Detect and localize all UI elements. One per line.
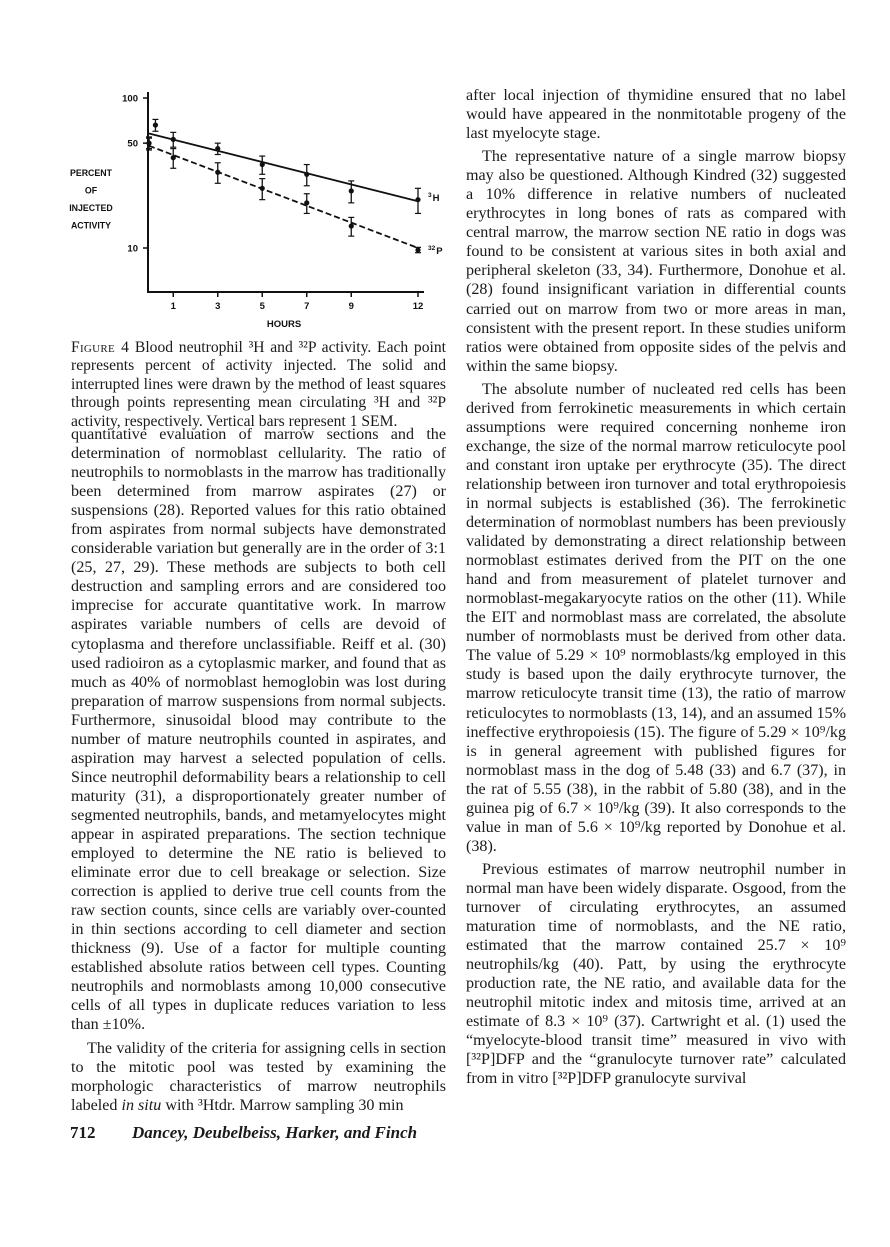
y-tick-label: 10: [127, 243, 138, 255]
data-point: [260, 186, 265, 191]
series-p32: [146, 138, 443, 257]
data-point: [146, 141, 151, 146]
x-ticks: [171, 292, 424, 312]
paragraph: The absolute number of nucleated red cells has been derived from ferrokinetic measurements in which certain assumptions were required concerning nonheme iron exchange, the size of the normal marrow reticulocyte pool and constant iron uptake per erythrocyte (35). The direct relationship between iron turnover and total erythropoiesis in normal subjects is established (36). The ferrokinetic determination of normoblast numbers has been previously validated by demonstrating a direct relationship between normoblast estimates derived from the PIT on the one hand and from measurement of platelet turnover and normoblast-megakaryocyte ratios on the other (11). While the EIT and normoblast mass are correlated, the absolute number of normoblasts must be derived from other data. The value of 5.29 × 10⁹ normoblasts/kg employed in this study is based upon the daily erythrocyte turnover, the marrow reticulocyte transit time (13), the ratio of marrow reticulocytes to normoblasts (13, 14), and an assumed 15% ineffective erythropoiesis (15). The figure of 5.29 × 10⁹/kg is in general agreement with published figures for normoblast mass in the dog of 5.48 (33) and 6.7 (37), in the rat of 5.55 (38), in the rabbit of 5.80 (38), and in the guinea pig of 6.7 × 10⁹/kg (39). It also corresponds to the value in man of 5.6 × 10⁹/kg reported by Donohue et al. (38).: [466, 380, 846, 855]
svg-text:OF: OF: [84, 185, 98, 196]
data-point: [215, 170, 220, 175]
x-tick-label: 1: [170, 301, 176, 312]
figure-label: Figure 4: [71, 339, 130, 356]
caption-text: Blood neutrophil ³H and ³²P activity. Each point represents percent of activity injected. The solid and interrupted lines were drawn by the method of least squares through points representing mean circulating ³H and ³²P activity, respectively. Vertical bars represent 1 SEM.: [71, 339, 446, 430]
paragraph: after local injection of thymidine ensured that no label would have appeared in the nonmitotable progeny of the last myelocyte stage.: [466, 87, 846, 143]
series-label: $^3$H: [428, 192, 440, 205]
data-point: [171, 137, 176, 142]
svg-text:PERCENT: PERCENT: [69, 168, 113, 178]
x-axis-label: HOURS: [266, 319, 302, 330]
chart-plot: [60, 80, 460, 340]
x-tick-label: 9: [348, 301, 354, 312]
italic-term: in situ: [121, 1096, 162, 1114]
data-point: [304, 172, 309, 177]
left-column: [71, 425, 446, 1115]
x-tick-label: 3: [215, 301, 221, 312]
fit-line: [149, 133, 418, 201]
paragraph: The representative nature of a single marrow biopsy may also be questioned. Although Kindred (32) suggested a 10% difference in relative numbers of nucleated erythrocytes in long bones of rats as compared with central marrow, the marrow section NE ratio in dogs was found to be consistent at various sites in both axial and peripheral skeleton (33, 34). Furthermore, Donohue et al. (28) found insignificant variation in differential counts carried out on marrow from two or more areas in man, consistent with the present report. In these studies uniform ratios were obtained from opposite sides of the pelvis and within the same biopsy.: [466, 148, 846, 375]
page-number: 712: [70, 1123, 96, 1142]
svg-text:ACTIVITY: ACTIVITY: [70, 220, 112, 231]
data-point: [260, 162, 265, 167]
y-axis-label: [69, 168, 113, 231]
data-point: [153, 122, 158, 127]
paragraph-text: with ³Htdr. Marrow sampling 30 min: [161, 1096, 404, 1114]
page-footer: [70, 1123, 417, 1143]
right-column: [466, 86, 846, 1088]
data-point: [304, 200, 309, 205]
paragraph: Previous estimates of marrow neutrophil number in normal man have been widely disparate. Osgood, from the turnover of circulating erythrocytes, an assumed maturation time of normoblasts, and the NE ratio, estimated that the marrow contained 25.7 × 10⁹ neutrophils/kg (40). Patt, by using the erythrocyte production rate, the NE ratio, and available data for the neutrophil mitotic index and mitosis time, arrived at an estimate of 8.3 × 10⁹ (37). Cartwright et al. (1) used the “myelocyte-blood transit time” measured in vivo with [³²P]DFP and the “granulocyte turnover rate” calculated from in vitro [³²P]DFP granulocyte survival: [466, 860, 846, 1088]
data-point: [415, 247, 420, 252]
x-tick-label: 12: [412, 301, 424, 312]
figure-caption: [71, 339, 446, 431]
x-tick-label: 7: [304, 301, 310, 312]
series-label: $^{32}$P: [428, 245, 443, 257]
paragraph: quantitative evaluation of marrow sections and the determination of normoblast cellularity. The ratio of neutrophils to normoblasts in the marrow has traditionally been determined from marrow aspirates (27) or suspensions (28). Reported values for this ratio obtained from aspirates from normal subjects have demonstrated considerable variation but generally are in the order of 3:1 (25, 27, 29). These methods are subjects to both cell destruction and sampling errors and are considered too imprecise for accurate quantitative work. In marrow aspirates variable numbers of cells are devoid of cytoplasma and therefore unclassifiable. Reiff et al. (30) used radioiron as a cytoplasmic marker, and found that as much as 40% of normoblast hemoglobin was lost during preparation of marrow suspensions from normal subjects. Furthermore, sinusoidal blood may contribute to the number of mature neutrophils counted in aspirates, and aspiration may harvest a selected population of cells. Since neutrophil deformability bears a relationship to cell maturity (31), a disproportionately greater number of segmented neutrophils, bands, and metamyelocytes might appear in aspirated preparations. The section technique employed to determine the NE ratio is believed to eliminate error due to cell breakage or selection. Size correction is applied to derive true cell counts from the raw section counts, since cells are variably over-counted in thin sections according to cell diameter and section thickness (9). Use of a factor for multiple counting established absolute ratios between cell types. Counting neutrophils and normoblasts among 10,000 consecutive cells of all types in duplicate reduces variation to less than ±10%.: [71, 426, 446, 1034]
paragraph-text: The validity of the criteria for assigning cells in section to the mitotic pool was tested by examining the morphologic characteristics of marrow neutrophils labeled: [71, 1039, 446, 1114]
running-authors: Dancey, Deubelbeiss, Harker, and Finch: [132, 1123, 418, 1142]
data-point: [349, 188, 354, 193]
figure-4-chart: [60, 80, 460, 340]
data-point: [415, 197, 420, 202]
svg-text:INJECTED: INJECTED: [69, 203, 113, 213]
data-point: [349, 223, 354, 228]
y-tick-label: 100: [122, 93, 138, 105]
x-tick-label: 5: [259, 301, 265, 312]
data-point: [171, 155, 176, 160]
paragraph: [71, 1039, 446, 1115]
fit-line: [149, 146, 418, 248]
data-point: [215, 146, 220, 151]
series-h3: [146, 119, 440, 213]
y-ticks: [122, 94, 148, 255]
series-layer: [146, 119, 443, 257]
y-tick-label: 50: [127, 138, 138, 150]
